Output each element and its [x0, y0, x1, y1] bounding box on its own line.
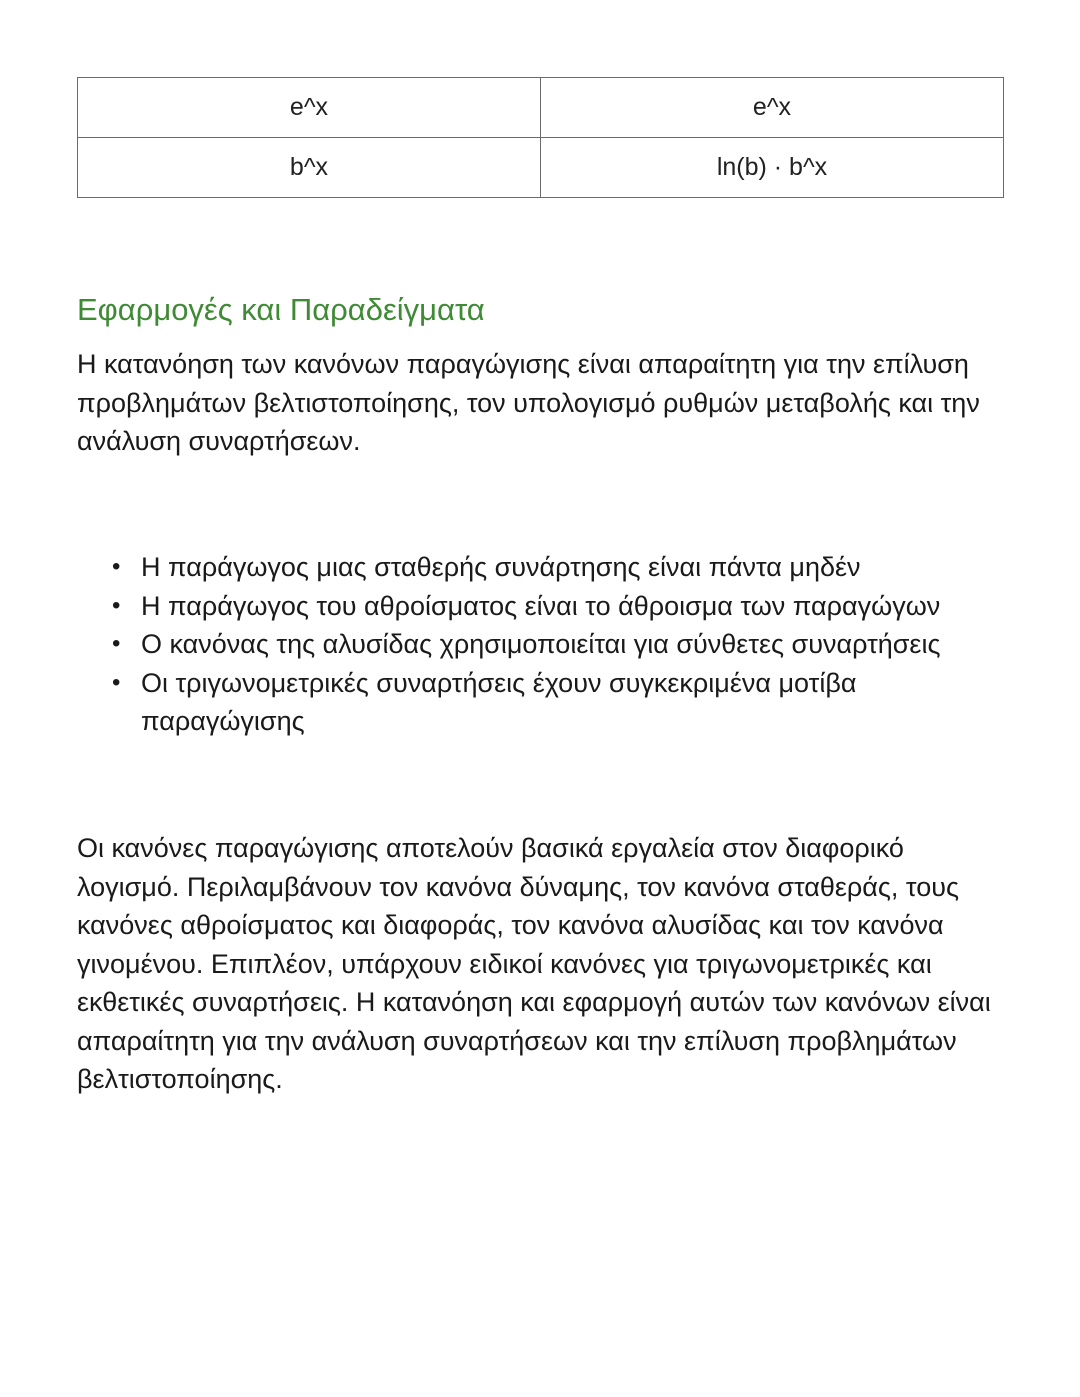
table-cell-derivative: e^x	[541, 78, 1004, 138]
derivative-table	[77, 77, 1004, 198]
list-item	[77, 664, 1007, 741]
list-item-text: Ο κανόνας της αλυσίδας χρησιμοποιείται για σύνθετες συναρτήσεις	[141, 629, 941, 659]
bullet-icon: •	[112, 553, 121, 580]
intro-paragraph: Η κατανόηση των κανόνων παραγώγισης είναι απαραίτητη για την επίλυση προβλημάτων βελτιστοποίησης, τον υπολογισμό ρυθμών μεταβολής και την ανάλυση συναρτήσεων.	[77, 349, 980, 456]
list-item	[77, 548, 1007, 587]
table-row	[78, 78, 1004, 138]
section-heading: Εφαρμογές και Παραδείγματα	[77, 292, 485, 327]
table-cell-derivative: ln(b) · b^x	[541, 138, 1004, 198]
bullet-list	[77, 548, 1007, 741]
summary-paragraph: Οι κανόνες παραγώγισης αποτελούν βασικά εργαλεία στον διαφορικό λογισμό. Περιλαμβάνουν τον κανόνα δύναμης, τον κανόνα σταθεράς, τους κανόνες αθροίσματος και διαφοράς, τον κανόνα αλυσίδας και τον κανόνα γινομένου. Επιπλέον, υπάρχουν ειδικοί κανόνες για τριγωνομετρικές και εκθετικές συναρτήσεις. Η κατανόηση και εφαρμογή αυτών των κανόνων είναι απαραίτητη για την ανάλυση συναρτήσεων και την επίλυση προβλημάτων βελτιστοποίησης.	[77, 833, 991, 1094]
table-cell-function: b^x	[78, 138, 541, 198]
bullet-icon: •	[112, 591, 121, 619]
list-item	[77, 587, 1007, 626]
table-cell-function: e^x	[78, 78, 541, 138]
list-item-text: Οι τριγωνομετρικές συναρτήσεις έχουν συγκεκριμένα μοτίβα παραγώγισης	[141, 667, 857, 736]
bullet-icon: •	[112, 630, 121, 657]
bullet-icon: •	[112, 668, 121, 696]
list-item-text: Η παράγωγος του αθροίσματος είναι το άθροισμα των παραγώγων	[141, 590, 941, 621]
list-item-text: Η παράγωγος μιας σταθερής συνάρτησης είναι πάντα μηδέν	[141, 552, 861, 582]
table-row	[78, 138, 1004, 198]
list-item	[77, 625, 1007, 664]
